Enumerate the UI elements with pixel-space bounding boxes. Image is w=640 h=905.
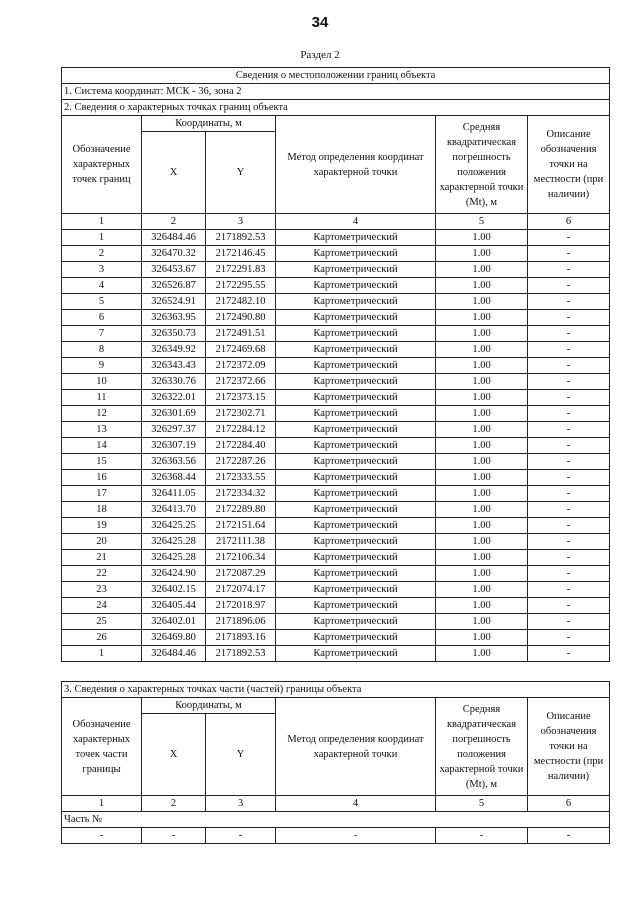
points-heading: 2. Сведения о характерных точках границ объекта: [62, 100, 610, 116]
table-cell: 2172289.80: [206, 502, 276, 518]
table-row: [62, 326, 610, 342]
table-cell: 326322.01: [142, 390, 206, 406]
table-cell: 1.00: [436, 422, 528, 438]
table-cell: 10: [62, 374, 142, 390]
table-cell: 1.00: [436, 406, 528, 422]
table-cell: 326524.91: [142, 294, 206, 310]
table-cell: 326402.01: [142, 614, 206, 630]
table-row: [62, 598, 610, 614]
table-cell: Картометрический: [276, 534, 436, 550]
header-coords: Координаты, м: [142, 116, 276, 132]
part-points-table: [61, 681, 610, 844]
table-cell: 326349.92: [142, 342, 206, 358]
table-cell: 326425.28: [142, 550, 206, 566]
table-cell: Картометрический: [276, 422, 436, 438]
table-cell: 1.00: [436, 262, 528, 278]
table-cell: 12: [62, 406, 142, 422]
table-cell: 326411.05: [142, 486, 206, 502]
table-cell: Картометрический: [276, 374, 436, 390]
table-cell: 20: [62, 534, 142, 550]
table-cell: 2172372.09: [206, 358, 276, 374]
table-row: [62, 486, 610, 502]
table-cell: Картометрический: [276, 278, 436, 294]
table-cell: -: [528, 358, 610, 374]
table-cell: 1.00: [436, 614, 528, 630]
table-cell: 5: [62, 294, 142, 310]
table-cell: 11: [62, 390, 142, 406]
table-cell: Картометрический: [276, 230, 436, 246]
table-cell: 26: [62, 630, 142, 646]
table-row: [62, 630, 610, 646]
table-cell: 1.00: [436, 470, 528, 486]
table-cell: 1: [62, 646, 142, 662]
table-cell: -: [528, 390, 610, 406]
table-cell: 2172074.17: [206, 582, 276, 598]
table-cell: Картометрический: [276, 406, 436, 422]
table-cell: Картометрический: [276, 246, 436, 262]
table-cell: 326307.19: [142, 438, 206, 454]
part-header-x: X: [142, 714, 206, 796]
table-cell: 326330.76: [142, 374, 206, 390]
table-cell: 18: [62, 502, 142, 518]
table-cell: 1.00: [436, 598, 528, 614]
table-cell: 1.00: [436, 518, 528, 534]
table-row: [62, 294, 610, 310]
table-cell: 326363.56: [142, 454, 206, 470]
table-cell: -: [528, 598, 610, 614]
table-cell: Картометрический: [276, 630, 436, 646]
part-header-method: Метод определения координат характерной точки: [276, 698, 436, 796]
part-cell: -: [206, 828, 276, 844]
table-row: [62, 566, 610, 582]
table-cell: -: [528, 230, 610, 246]
table-cell: -: [528, 406, 610, 422]
table-cell: 2172284.40: [206, 438, 276, 454]
part-header-coords: Координаты, м: [142, 698, 276, 714]
table-cell: 2172490.80: [206, 310, 276, 326]
table-row: [62, 550, 610, 566]
table-cell: 1.00: [436, 390, 528, 406]
table-cell: 2172291.83: [206, 262, 276, 278]
table-row: [62, 390, 610, 406]
table-cell: 1.00: [436, 566, 528, 582]
part-col-num: 2: [142, 796, 206, 812]
table-cell: 2172284.12: [206, 422, 276, 438]
table-cell: 6: [62, 310, 142, 326]
table-cell: 326526.87: [142, 278, 206, 294]
part-cell: -: [528, 828, 610, 844]
table-cell: 1.00: [436, 310, 528, 326]
table-row: [62, 246, 610, 262]
part-header-designation: Обозначение характерных точек части границы: [62, 698, 142, 796]
table-cell: -: [528, 374, 610, 390]
col-num: 1: [62, 214, 142, 230]
table-cell: 2172106.34: [206, 550, 276, 566]
table-cell: 2172018.97: [206, 598, 276, 614]
table-cell: 326368.44: [142, 470, 206, 486]
table-cell: 326402.15: [142, 582, 206, 598]
table-cell: 2171892.53: [206, 646, 276, 662]
table-cell: -: [528, 246, 610, 262]
table-row: [62, 646, 610, 662]
table-cell: Картометрический: [276, 326, 436, 342]
table-cell: -: [528, 550, 610, 566]
table-cell: 4: [62, 278, 142, 294]
table-cell: -: [528, 486, 610, 502]
table-row: [62, 614, 610, 630]
table-cell: 9: [62, 358, 142, 374]
table-cell: Картометрический: [276, 566, 436, 582]
table-cell: -: [528, 470, 610, 486]
table-cell: 1.00: [436, 550, 528, 566]
table-cell: 2172372.66: [206, 374, 276, 390]
table-cell: 2172491.51: [206, 326, 276, 342]
table-cell: 7: [62, 326, 142, 342]
table-cell: Картометрический: [276, 294, 436, 310]
table-cell: 2172333.55: [206, 470, 276, 486]
table-cell: 2: [62, 246, 142, 262]
table-cell: Картометрический: [276, 310, 436, 326]
table-row: [62, 310, 610, 326]
table-cell: 1.00: [436, 230, 528, 246]
page-number: 34: [311, 14, 329, 31]
table-cell: -: [528, 502, 610, 518]
table-cell: 326424.90: [142, 566, 206, 582]
table-cell: Картометрический: [276, 342, 436, 358]
table-cell: -: [528, 294, 610, 310]
table-cell: 1.00: [436, 438, 528, 454]
table-cell: 326484.46: [142, 230, 206, 246]
table-row: [62, 534, 610, 550]
table-cell: Картометрический: [276, 454, 436, 470]
section-title: Раздел 2: [300, 49, 340, 61]
table-cell: -: [528, 326, 610, 342]
table-cell: 25: [62, 614, 142, 630]
table-cell: 1.00: [436, 278, 528, 294]
table-cell: 2172334.32: [206, 486, 276, 502]
table-row: [62, 470, 610, 486]
table-row: [62, 518, 610, 534]
part-cell: -: [276, 828, 436, 844]
table-cell: 14: [62, 438, 142, 454]
table-cell: -: [528, 614, 610, 630]
part-col-num: 3: [206, 796, 276, 812]
part-col-num: 5: [436, 796, 528, 812]
table-cell: 1: [62, 230, 142, 246]
table-cell: 24: [62, 598, 142, 614]
part-header-y: Y: [206, 714, 276, 796]
table-row: [62, 422, 610, 438]
table-cell: 326453.67: [142, 262, 206, 278]
table-cell: 1.00: [436, 454, 528, 470]
table-cell: Картометрический: [276, 486, 436, 502]
table-cell: 1.00: [436, 534, 528, 550]
table-row: [62, 454, 610, 470]
table-cell: 326425.28: [142, 534, 206, 550]
col-num: 3: [206, 214, 276, 230]
table-cell: 326470.32: [142, 246, 206, 262]
part-header-error: Средняя квадратическая погрешность положения характерной точки (Mt), м: [436, 698, 528, 796]
table-cell: -: [528, 534, 610, 550]
table-cell: 21: [62, 550, 142, 566]
table-cell: -: [528, 582, 610, 598]
col-num: 5: [436, 214, 528, 230]
part-cell: -: [436, 828, 528, 844]
table-cell: 8: [62, 342, 142, 358]
table-cell: -: [528, 630, 610, 646]
table-cell: Картометрический: [276, 518, 436, 534]
table-cell: 2172373.15: [206, 390, 276, 406]
table-cell: Картометрический: [276, 550, 436, 566]
table-cell: 1.00: [436, 502, 528, 518]
table-cell: 1.00: [436, 630, 528, 646]
table-cell: Картометрический: [276, 502, 436, 518]
table-cell: -: [528, 646, 610, 662]
table-cell: 326297.37: [142, 422, 206, 438]
table-cell: 2172111.38: [206, 534, 276, 550]
coord-system: 1. Система координат: МСК - 36, зона 2: [62, 84, 610, 100]
table-cell: Картометрический: [276, 646, 436, 662]
table-cell: 23: [62, 582, 142, 598]
table-cell: 2172295.55: [206, 278, 276, 294]
table-row: [62, 262, 610, 278]
table-cell: 1.00: [436, 582, 528, 598]
table-cell: 326350.73: [142, 326, 206, 342]
table-cell: 326469.80: [142, 630, 206, 646]
table-cell: 1.00: [436, 342, 528, 358]
table-cell: Картометрический: [276, 614, 436, 630]
table-cell: 1.00: [436, 646, 528, 662]
col-num: 2: [142, 214, 206, 230]
table-cell: Картометрический: [276, 598, 436, 614]
table-cell: Картометрический: [276, 358, 436, 374]
col-num: 6: [528, 214, 610, 230]
table-cell: 1.00: [436, 358, 528, 374]
table-cell: 2172146.45: [206, 246, 276, 262]
table-cell: Картометрический: [276, 470, 436, 486]
col-num: 4: [276, 214, 436, 230]
table-cell: 326405.44: [142, 598, 206, 614]
part-col-num: 6: [528, 796, 610, 812]
table-cell: 2171896.06: [206, 614, 276, 630]
table-cell: 1.00: [436, 374, 528, 390]
table-cell: -: [528, 518, 610, 534]
table-cell: 2172287.26: [206, 454, 276, 470]
header-method: Метод определения координат характерной точки: [276, 116, 436, 214]
table-cell: 2172482.10: [206, 294, 276, 310]
table-cell: Картометрический: [276, 262, 436, 278]
table-cell: 1.00: [436, 326, 528, 342]
part-header-description: Описание обозначения точки на местности (при наличии): [528, 698, 610, 796]
table-cell: 2171892.53: [206, 230, 276, 246]
table-cell: 19: [62, 518, 142, 534]
boundary-points-table: [61, 67, 610, 662]
part-cell: -: [62, 828, 142, 844]
table-row: [62, 582, 610, 598]
table-cell: 1.00: [436, 294, 528, 310]
table-cell: 2172469.68: [206, 342, 276, 358]
table-row: [62, 342, 610, 358]
table-row: [62, 438, 610, 454]
table-cell: 15: [62, 454, 142, 470]
part-col-num: 4: [276, 796, 436, 812]
table-cell: 326363.95: [142, 310, 206, 326]
header-y: Y: [206, 132, 276, 214]
table-cell: -: [528, 422, 610, 438]
table-cell: 17: [62, 486, 142, 502]
table-title: Сведения о местоположении границ объекта: [62, 68, 610, 84]
part-cell: -: [142, 828, 206, 844]
table-row: [62, 230, 610, 246]
table-cell: 1.00: [436, 246, 528, 262]
table-cell: 326343.43: [142, 358, 206, 374]
table-cell: 22: [62, 566, 142, 582]
part-col-num: 1: [62, 796, 142, 812]
header-description: Описание обозначения точки на местности (при наличии): [528, 116, 610, 214]
table-cell: -: [528, 566, 610, 582]
table-cell: 2171893.16: [206, 630, 276, 646]
table-cell: 2172087.29: [206, 566, 276, 582]
table-cell: Картометрический: [276, 390, 436, 406]
table-cell: -: [528, 438, 610, 454]
header-x: X: [142, 132, 206, 214]
part-heading: 3. Сведения о характерных точках части (частей) границы объекта: [62, 682, 610, 698]
table-cell: 326484.46: [142, 646, 206, 662]
table-cell: Картометрический: [276, 582, 436, 598]
table-cell: 326413.70: [142, 502, 206, 518]
table-cell: -: [528, 278, 610, 294]
table-cell: -: [528, 310, 610, 326]
table-cell: 3: [62, 262, 142, 278]
table-cell: -: [528, 342, 610, 358]
table-row: [62, 502, 610, 518]
table-cell: 2172302.71: [206, 406, 276, 422]
table-cell: 326301.69: [142, 406, 206, 422]
table-cell: Картометрический: [276, 438, 436, 454]
header-designation: Обозначение характерных точек границ: [62, 116, 142, 214]
table-cell: 16: [62, 470, 142, 486]
table-row: [62, 358, 610, 374]
table-cell: 326425.25: [142, 518, 206, 534]
header-error: Средняя квадратическая погрешность положения характерной точки (Mt), м: [436, 116, 528, 214]
part-label: Часть №: [62, 812, 610, 828]
table-row: [62, 406, 610, 422]
table-cell: 1.00: [436, 486, 528, 502]
table-cell: 13: [62, 422, 142, 438]
table-cell: -: [528, 454, 610, 470]
table-row: [62, 374, 610, 390]
table-cell: 2172151.64: [206, 518, 276, 534]
table-cell: -: [528, 262, 610, 278]
table-row: [62, 278, 610, 294]
